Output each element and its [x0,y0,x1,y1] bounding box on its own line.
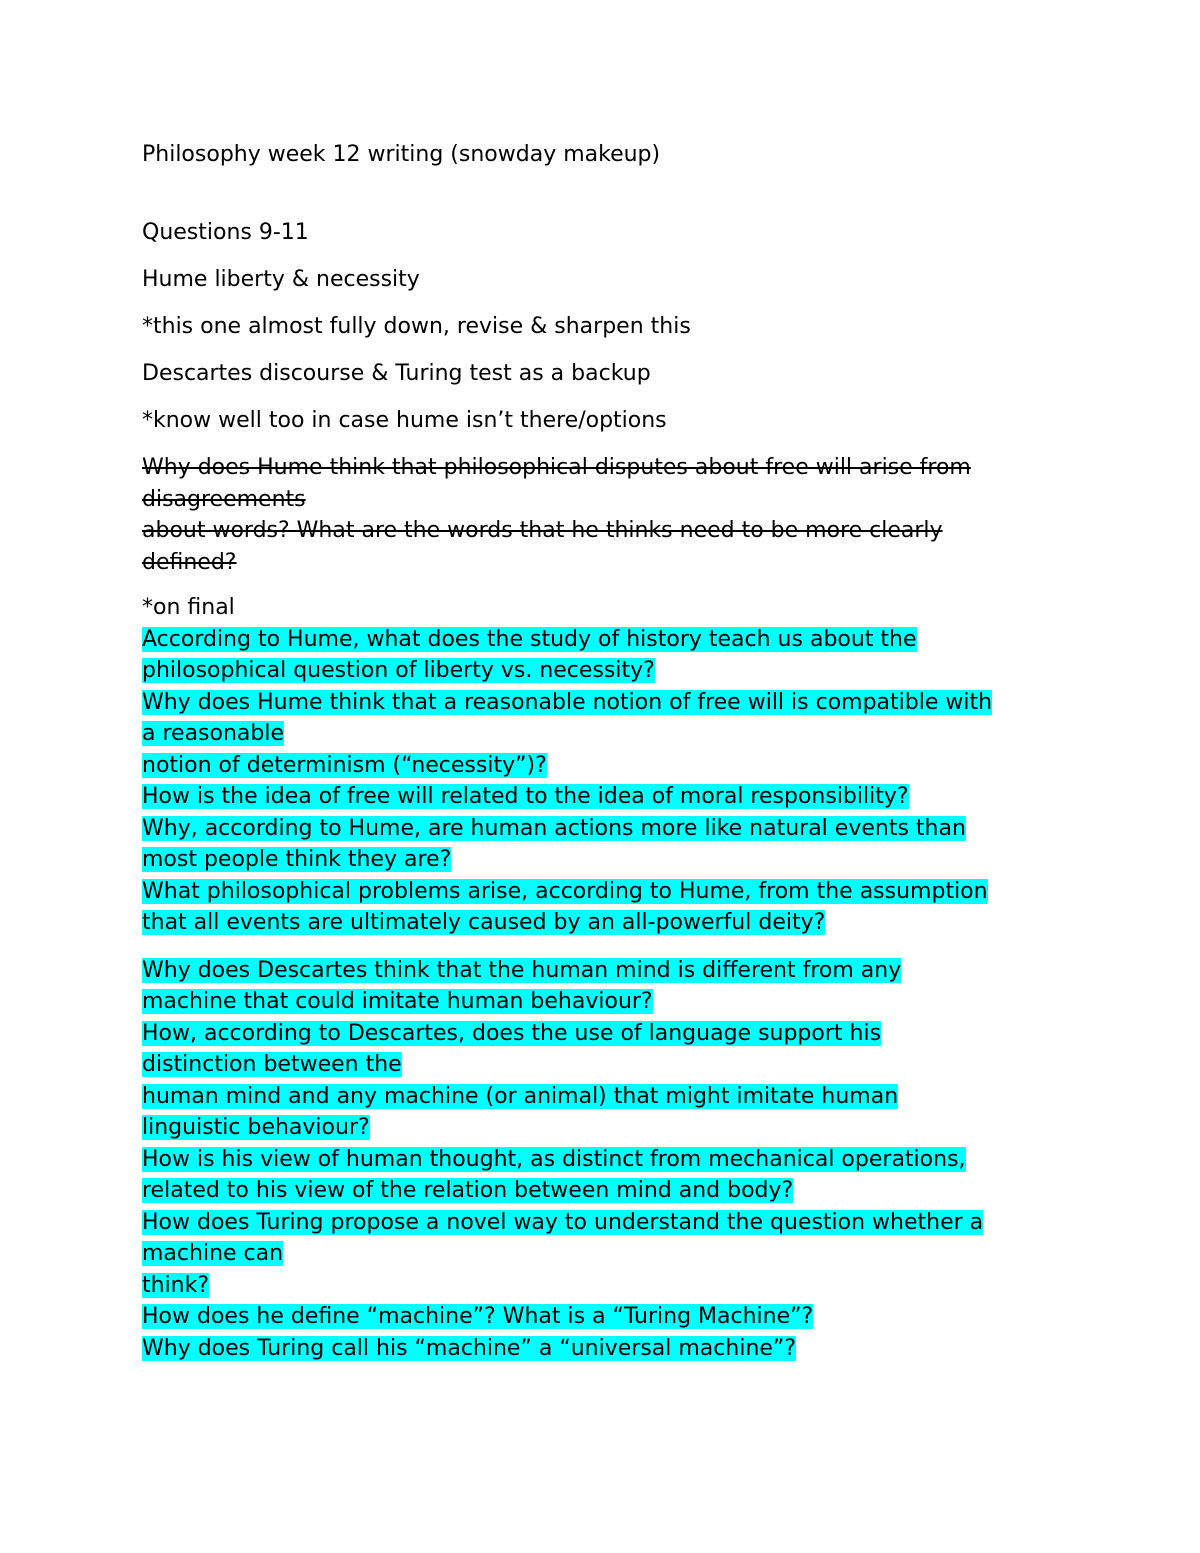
highlighted-line: Why does Hume think that a reasonable notion of free will is compatible with [142,689,993,715]
highlighted-line: How is his view of human thought, as distinct from mechanical operations, [142,1146,966,1172]
highlighted-line: How is the idea of free will related to the idea of moral responsibility? [142,784,909,809]
on-final-note: *on final [142,595,235,620]
highlighted-line: think? [142,1272,210,1298]
highlighted-line: distinction between the [142,1052,402,1077]
highlighted-line: Why, according to Hume, are human actions more like natural events than [142,815,966,841]
note-line: Hume liberty & necessity [142,267,420,292]
hume-questions [142,624,1062,939]
highlighted-line: that all events are ultimately caused by an all-powerful deity? [142,910,826,935]
highlighted-line: human mind and any machine (or animal) that might imitate human [142,1083,899,1109]
highlighted-line: How does Turing propose a novel way to understand the question whether a [142,1209,984,1235]
highlighted-line: machine can [142,1241,284,1266]
highlighted-line: According to Hume, what does the study of history teach us about the [142,626,917,652]
highlighted-line: notion of determinism (“necessity”)? [142,752,547,778]
struck-question [142,452,1062,578]
highlighted-line: machine that could imitate human behaviour? [142,989,653,1014]
note-line: *know well too in case hume isn’t there/options [142,408,667,433]
document-body [142,139,1062,1380]
highlighted-line: a reasonable [142,721,285,746]
struck-line: defined? [142,549,237,575]
highlighted-line: related to his view of the relation between mind and body? [142,1178,794,1203]
note-line: Questions 9-11 [142,220,309,245]
document-title: Philosophy week 12 writing (snowday makeup) [142,142,661,167]
highlighted-line: How does he define “machine”? What is a “Turing Machine”? [142,1304,814,1329]
highlighted-line: Why does Turing call his “machine” a “universal machine”? [142,1335,796,1361]
note-line: Descartes discourse & Turing test as a backup [142,361,651,386]
highlighted-line: most people think they are? [142,847,452,872]
note-line: *this one almost fully down, revise & sharpen this [142,314,691,339]
struck-line: Why does Hume think that philosophical disputes about free will arise from [142,455,971,480]
struck-line: disagreements [142,486,306,512]
highlighted-line: Why does Descartes think that the human mind is different from any [142,957,902,983]
descartes-turing-questions [142,955,1062,1365]
highlighted-line: philosophical question of liberty vs. necessity? [142,658,655,683]
highlighted-line: How, according to Descartes, does the use of language support his [142,1020,882,1046]
highlighted-line: What philosophical problems arise, according to Hume, from the assumption [142,878,988,904]
highlighted-line: linguistic behaviour? [142,1115,370,1140]
struck-line: about words? What are the words that he thinks need to be more clearly [142,518,943,543]
